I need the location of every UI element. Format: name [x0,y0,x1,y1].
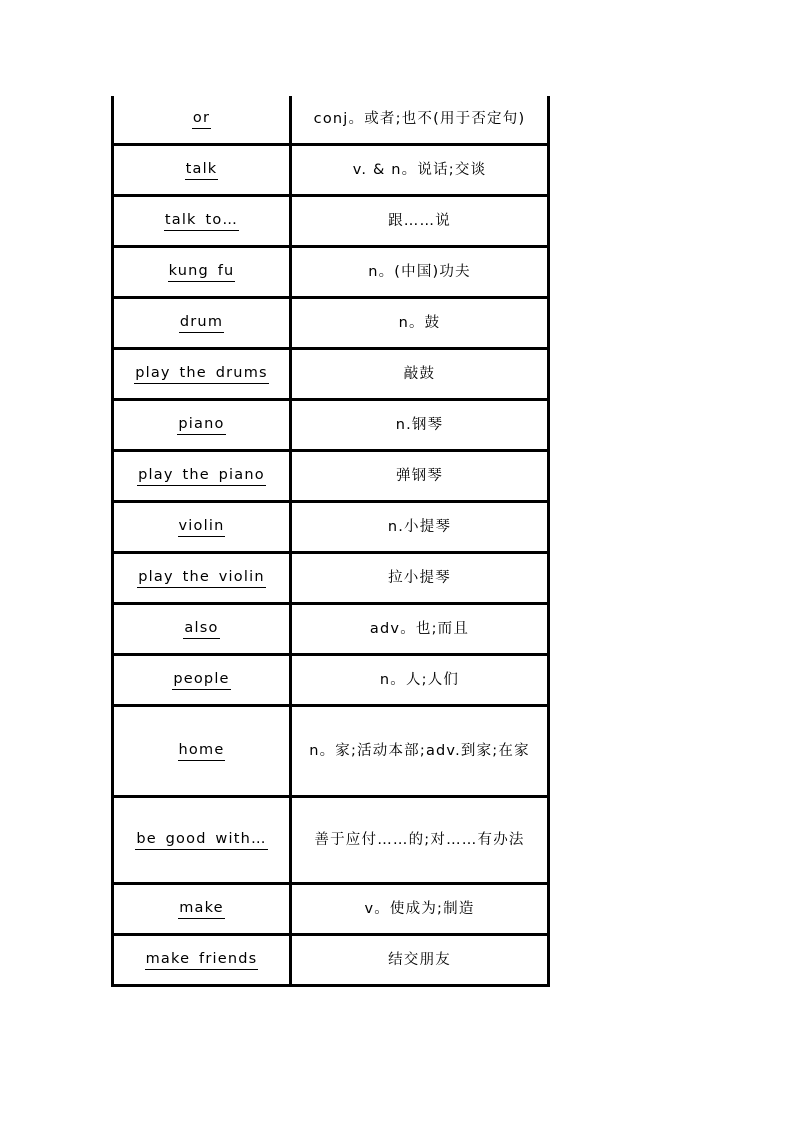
word-cell [113,705,291,796]
word-text: people [172,670,230,690]
word-cell [113,501,291,552]
table-row [113,934,549,985]
table-row [113,654,549,705]
meaning-cell: n。(中国)功夫 [291,246,549,297]
word-cell [113,96,291,144]
table-row [113,195,549,246]
meaning-cell: n.小提琴 [291,501,549,552]
table-row [113,96,549,144]
word-text: make [178,899,225,919]
meaning-cell: conj。或者;也不(用于否定句) [291,96,549,144]
word-cell [113,195,291,246]
word-text: talk to… [164,211,239,231]
word-text: play the piano [137,466,266,486]
word-text: make friends [145,950,259,970]
meaning-cell: n。鼓 [291,297,549,348]
meaning-cell: n.钢琴 [291,399,549,450]
word-text: violin [178,517,226,537]
word-cell [113,297,291,348]
word-cell [113,603,291,654]
word-text: talk [185,160,219,180]
word-cell [113,654,291,705]
word-text: piano [177,415,225,435]
table-row [113,450,549,501]
word-text: home [178,741,226,761]
meaning-cell: n。家;活动本部;adv.到家;在家 [291,705,549,796]
table-row [113,246,549,297]
word-cell [113,450,291,501]
meaning-cell: 弹钢琴 [291,450,549,501]
table-row [113,796,549,883]
table-row [113,883,549,934]
word-cell [113,796,291,883]
word-cell [113,144,291,195]
word-cell [113,883,291,934]
table-row [113,144,549,195]
word-text: be good with… [135,830,267,850]
meaning-cell: 结交朋友 [291,934,549,985]
word-text: play the violin [137,568,265,588]
word-text: also [183,619,219,639]
word-text: play the drums [134,364,269,384]
word-cell [113,552,291,603]
table-row [113,399,549,450]
table-row [113,603,549,654]
table-row [113,297,549,348]
vocabulary-table [111,96,550,987]
meaning-cell: v. & n。说话;交谈 [291,144,549,195]
word-cell [113,348,291,399]
meaning-cell: adv。也;而且 [291,603,549,654]
meaning-cell: 拉小提琴 [291,552,549,603]
word-text: or [192,109,211,129]
word-cell [113,246,291,297]
word-text: kung fu [168,262,236,282]
vocabulary-table-body [113,96,549,985]
meaning-cell: 善于应付……的;对……有办法 [291,796,549,883]
meaning-cell: v。使成为;制造 [291,883,549,934]
table-row [113,501,549,552]
word-cell [113,934,291,985]
meaning-cell: 跟……说 [291,195,549,246]
meaning-cell: n。人;人们 [291,654,549,705]
word-cell [113,399,291,450]
table-row [113,552,549,603]
table-row [113,705,549,796]
table-row [113,348,549,399]
word-text: drum [179,313,224,333]
meaning-cell: 敲鼓 [291,348,549,399]
